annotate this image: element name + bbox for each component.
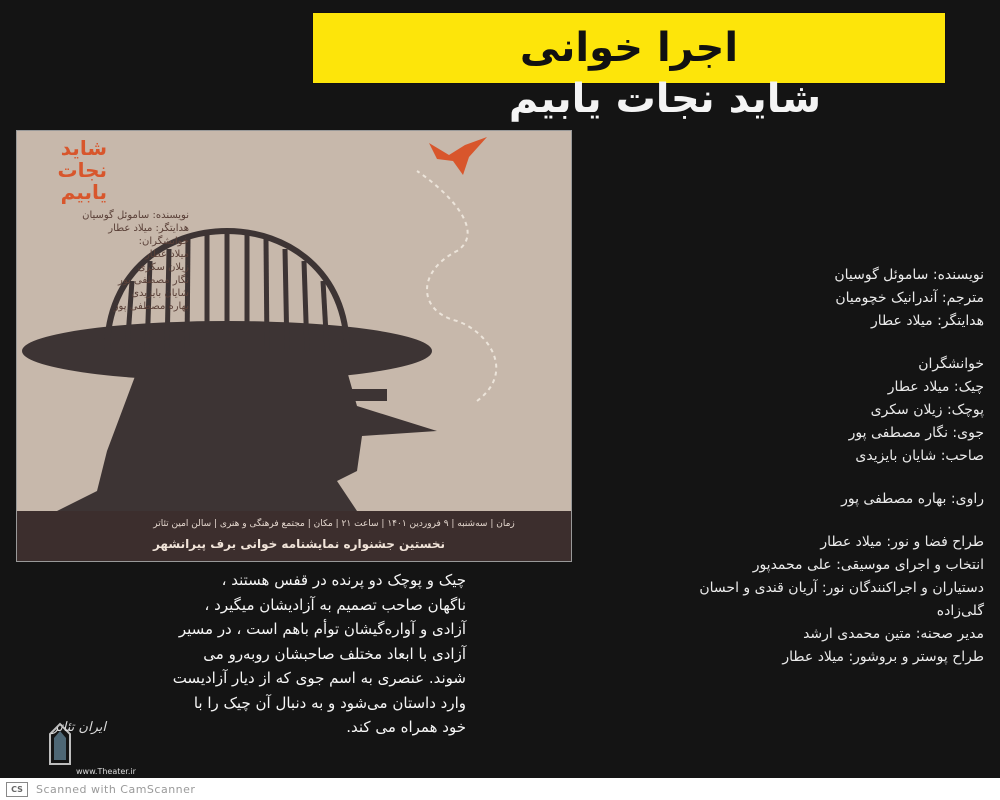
play-title: شاید نجات یابیم — [508, 76, 822, 122]
credit-line: مترجم: آندرانیک خچومیان — [835, 290, 984, 306]
flight-path — [417, 171, 496, 401]
credit-line: انتخاب و اجرای موسیقی: علی محمدپور — [752, 557, 984, 573]
watermark-site: www.Theater.ir — [76, 767, 136, 776]
credit-line: طراح فضا و نور: میلاد عطار — [820, 534, 984, 550]
poster-footer — [17, 511, 571, 561]
title-banner — [312, 12, 946, 84]
camscanner-icon: CS — [6, 782, 28, 797]
poster-image — [16, 130, 572, 562]
watermark-name: ایران تئاتر — [52, 720, 106, 735]
credit-line: طراح پوستر و بروشور: میلاد عطار — [782, 649, 984, 665]
credit-line: صاحب: شایان بایزیدی — [855, 448, 984, 464]
credit-line: چیک: میلاد عطار — [887, 379, 984, 395]
bird-icon — [429, 137, 487, 175]
credit-line: راوی: بهاره مصطفی پور — [841, 491, 984, 507]
synopsis-text: چیک و پوچک دو پرنده در قفس هستند ، ناگهان صاحب تصمیم به آزادیشان میگیرد ، آزادی و آواره‌گیشان توأم باهم است ، در مسیر آزادی با ابعاد مختلف صاحبشان روبه‌رو می شوند. عنصری به اسم جوی که از دیار آزادیست وارد داستان می‌شود و به دنبال آن چیک را با خود همراه می کند. — [172, 571, 466, 736]
poster-title: شاید نجات یابیم — [57, 136, 107, 204]
credit-line: مدیر صحنه: متین محمدی ارشد — [803, 626, 984, 642]
credits-block — [520, 264, 984, 669]
credit-heading: خوانشگران — [918, 356, 984, 372]
poster-credits: نویسنده: ساموئل گوسیان هدایتگر: میلاد عطار خوانشگران: میلاد عطار زیلان سکری نگار مصطفی پور شایان بایزیدی بهاره مصطفی پور — [82, 210, 189, 312]
credit-line: جوی: نگار مصطفی پور — [848, 425, 984, 441]
scanner-text: Scanned with CamScanner — [36, 782, 196, 796]
poster-festival: نخستین جشنواره نمایشنامه خوانی برف پیرانشهر — [152, 537, 446, 551]
credit-line: گلی‌زاده — [936, 603, 984, 619]
credit-line: دستیاران و اجراکنندگان نور: آریان قندی و احسان — [699, 580, 984, 596]
poster-event-info: زمان | سه‌شنبه | ۹ فروردین ۱۴۰۱ | ساعت ۲۱ | مکان | مجتمع فرهنگی و هنری | سالن امین تئاتر — [153, 519, 515, 529]
banner-title: اجرا خوانی — [519, 25, 739, 71]
credit-line: هدایتگر: میلاد عطار — [871, 313, 984, 329]
credit-line: پوچک: زیلان سکری — [870, 402, 984, 418]
credit-line: نویسنده: ساموئل گوسیان — [834, 267, 984, 283]
scanner-footer — [0, 778, 1000, 800]
